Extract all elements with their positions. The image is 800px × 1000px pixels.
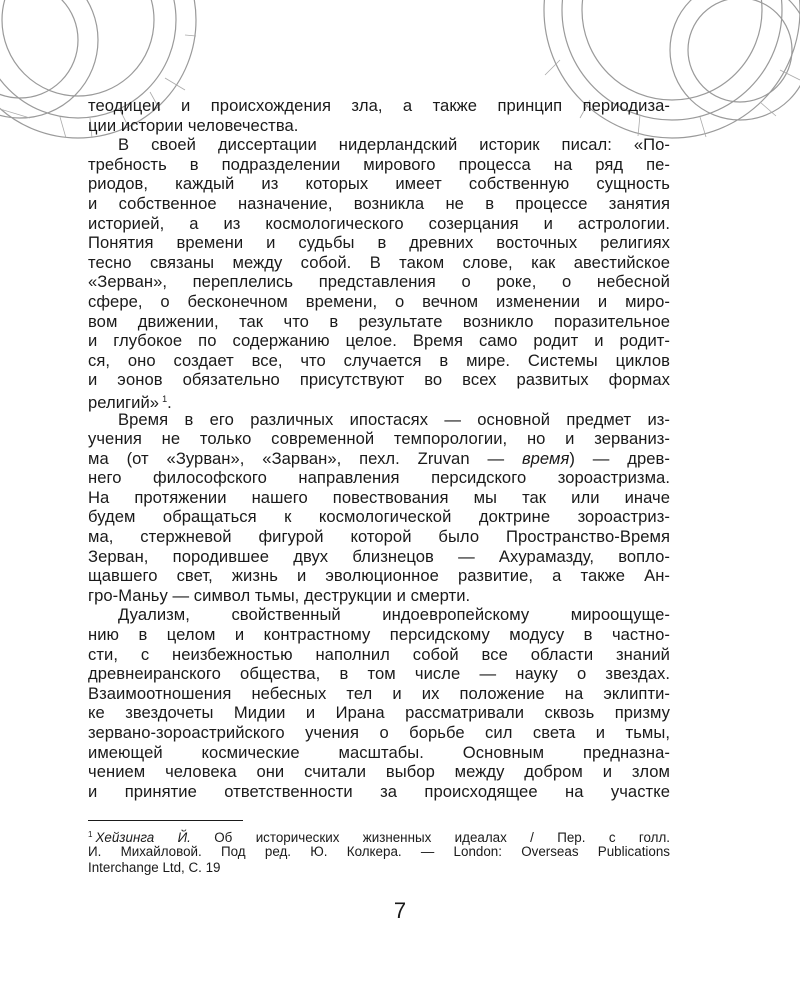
footnote-author: Хейзинга Й. [95,830,191,845]
text-line: историей, а из космологического созерцания и астрологии. [88,213,670,233]
text-line: сти, с неизбежностью наполнил собой все области знаний [88,644,670,664]
text-line: теодицеи и происхождения зла, а также принцип периодиза- [88,96,670,115]
page-body [88,96,670,801]
text-fragment: ма (от «Зурван», «Зарван», пехл. Zruvan — [88,448,522,468]
text-line: Понятия времени и судьбы в древних восточных религиях [88,233,670,253]
text-line: Зерван, породившее двух близнецов — Ахурамазду, вопло- [88,546,670,566]
text-line: Время в его различных ипостасях — основной предмет из- [118,409,670,429]
footnote-line: Interchange Ltd, С. 19 [88,860,221,876]
text-fragment: ) — древ- [569,448,670,468]
text-line: риодов, каждый из которых имеет собственную сущность [88,174,670,194]
text-line: На протяжении нашего повествования мы так или иначе [88,487,670,507]
main-text [88,96,670,801]
footnote-line [88,827,670,844]
italic-term: время [521,448,570,468]
text-line: и глубокое по содержанию целое. Время само родит и родит- [88,331,670,351]
footnote-divider [88,820,243,821]
text-line: и принятие ответственности за происходящее на участке [88,781,670,801]
text-line: религий» $^1$. [88,392,172,412]
text-line: Дуализм, свойственный индоевропейскому мироощуще- [118,605,670,625]
text-line: нию в целом и контрастному персидскому модусу в частно- [88,625,670,645]
text-line: ции истории человечества. [88,115,299,135]
text-line: В своей диссертации нидерландский историк писал: «По- [118,135,670,155]
text-line: и эонов обязательно присутствуют во всех развитых формах [88,370,670,390]
text-line: имеющей космические масштабы. Основным предназна- [88,742,670,762]
text-line: ма, стержневой фигурой которой было Пространство-Время [88,527,670,547]
text-fragment: религий» [88,392,160,412]
text-line: учения не только современной темпорологии, но и зерваниз- [88,429,670,449]
text-line: требность в подразделении мирового процесса на ряд пе- [88,154,670,174]
text-line: Взаимоотношения небесных тел и их положение на эклипти- [88,683,670,703]
text-line [88,449,670,469]
text-line: древнеиранского общества, в том числе — науку о звездах. [88,664,670,684]
text-line: и собственное назначение, возникла не в процессе занятия [88,193,670,213]
text-line: сфере, о бесконечном времени, о вечном изменении и миро- [88,291,670,311]
text-line: чением человека они считали выбор между добром и злом [88,762,670,782]
text-line: тесно связаны между собой. В таком слове, как авестийское [88,252,670,272]
text-line: будем обращаться к космологической доктрине зороастриз- [88,507,670,527]
text-line: «Зерван», переплелись представления о роке, о небесной [88,272,670,292]
footnote [88,827,670,877]
page-number: 7 [393,898,407,923]
text-line: него философского направления персидского зороастризма. [88,468,670,488]
footnote-reference[interactable]: 1 [162,393,168,404]
footnote-number: 1 [88,830,93,839]
text-line: вом движении, так что в результате возникло поразительное [88,311,670,331]
text-line: ке звездочеты Мидии и Ирана рассматривали сквозь призму [88,703,670,723]
text-line: щавшего свет, жизнь и эволюционное развитие, а также Ан- [88,566,670,586]
text-line: гро-Маньу — символ тьмы, деструкции и смерти. [88,585,471,605]
text-line: ся, оно создает все, что случается в мире. Системы циклов [88,350,670,370]
text-fragment: Об исторических жизненных идеалах / Пер. с голл. [190,830,670,845]
text-line: зервано-зороастрийского учения о борьбе сил света и тьмы, [88,723,670,742]
footnote-line: И. Михайловой. Под ред. Ю. Колкера. — London: Overseas Publications [88,843,670,859]
